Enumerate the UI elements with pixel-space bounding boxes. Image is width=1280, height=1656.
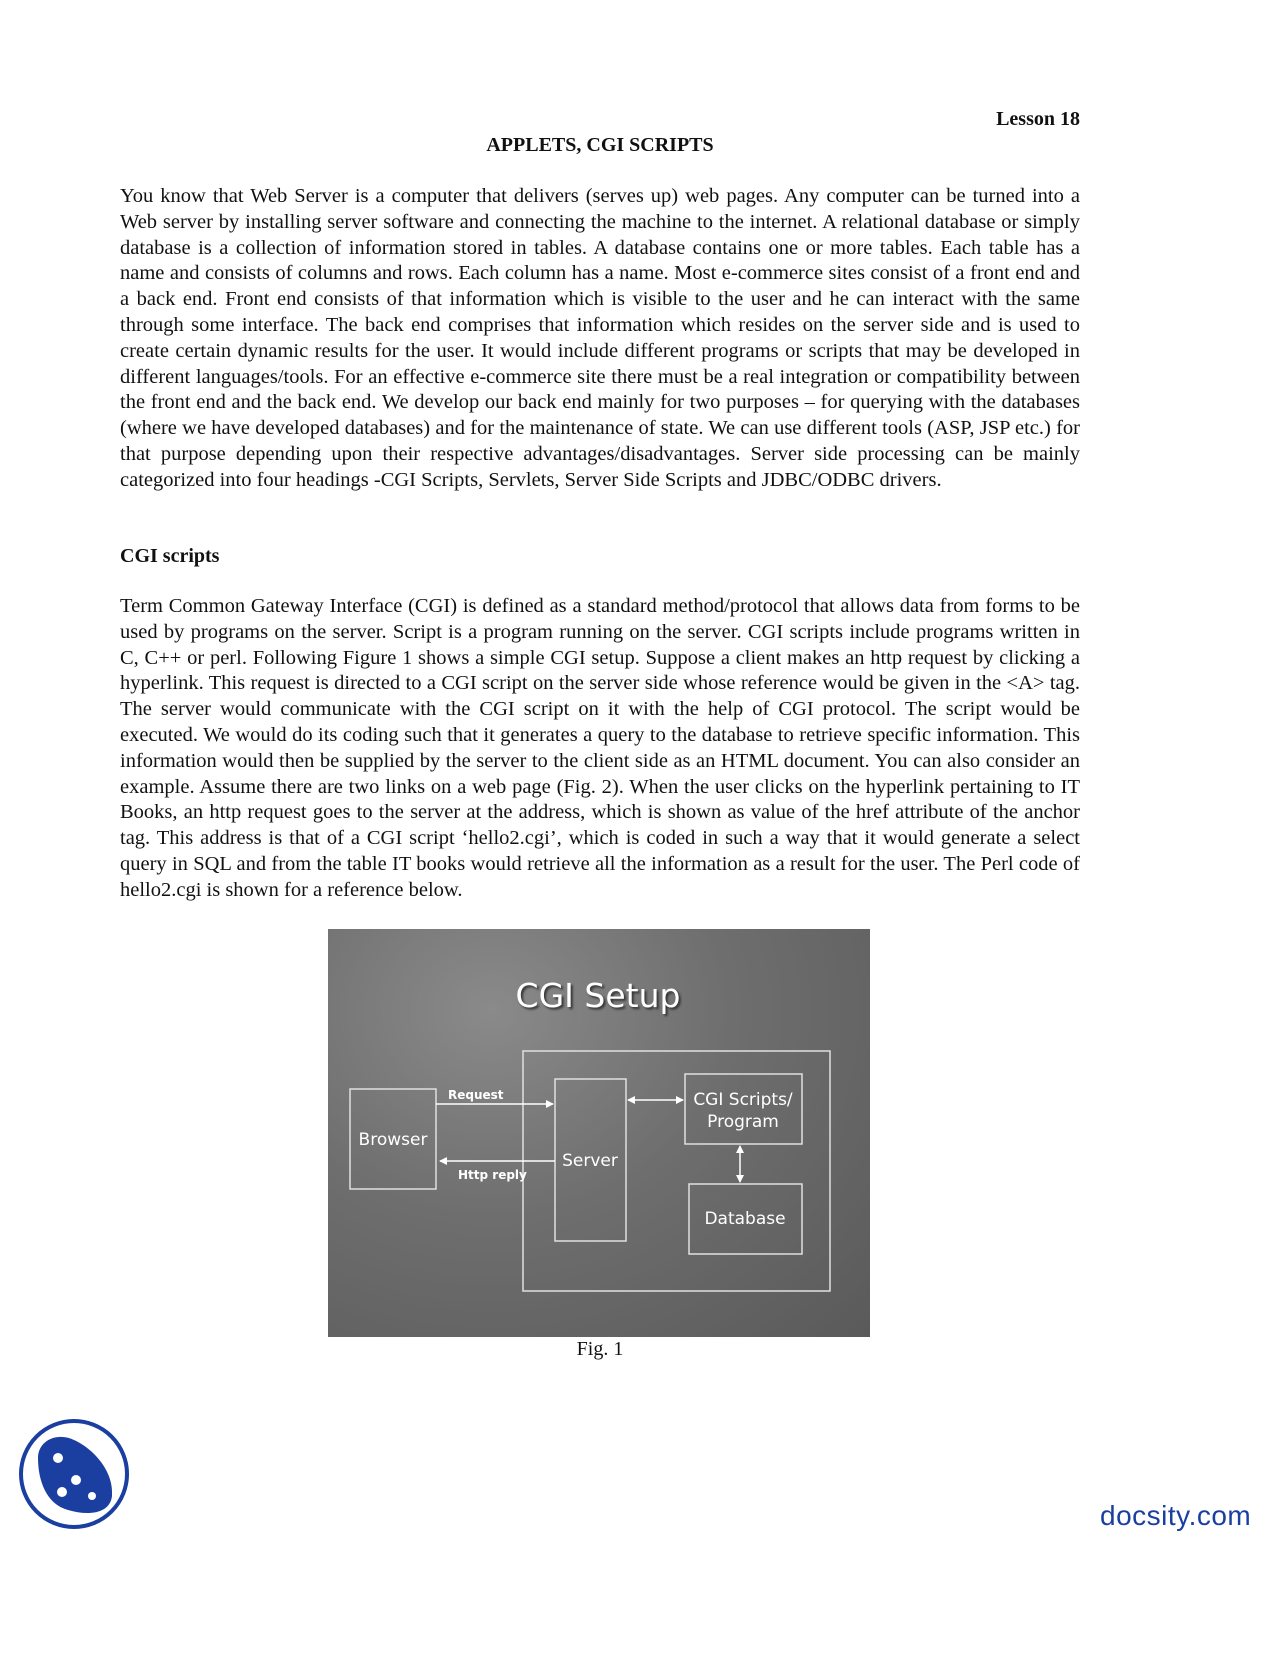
cgi-scripts-label-line2: Program xyxy=(707,1112,779,1132)
section-heading: CGI scripts xyxy=(120,545,220,567)
http-reply-label: Http reply xyxy=(458,1168,527,1182)
figure-caption: Fig. 1 xyxy=(576,1338,624,1360)
server-label: Server xyxy=(562,1151,618,1171)
cgi-setup-figure xyxy=(328,929,870,1337)
lesson-number: Lesson 18 xyxy=(996,108,1080,130)
intro-paragraph: You know that Web Server is a computer that delivers (serves up) web pages. Any computer can be turned into a Web server by installing server software and connecting the machine to the internet. A relational database or simply database is a collection of information stored in tables. A database contains one or more tables. Each table has a name and consists of columns and rows. Each column has a name. Most e-commerce sites consist of a front end and a back end. Front end consists of that information which is visible to the user and he can interact with the same through some interface. The back end comprises that information which resides on the server side and is used to create certain dynamic results for the user. It would include different programs or scripts that may be developed in different languages/tools. For an effective e-commerce site there must be a real integration or compatibility between the front end and the back end. We develop our back end mainly for two purposes – for querying with the databases (where we have developed databases) and for the maintenance of state. We can use different tools (ASP, JSP etc.) for that purpose depending upon their respective advantages/disadvantages. Server side processing can be mainly categorized into four headings -CGI Scripts, Servlets, Server Side Scripts and JDBC/ODBC drivers. xyxy=(120,185,1080,491)
cgi-setup-diagram xyxy=(328,929,870,1337)
database-label: Database xyxy=(704,1209,786,1229)
figure-title: CGI Setup xyxy=(515,976,681,1015)
page-title: APPLETS, CGI SCRIPTS xyxy=(486,134,714,156)
cgi-scripts-label-line1: CGI Scripts/ xyxy=(693,1090,793,1110)
browser-label: Browser xyxy=(358,1130,428,1150)
request-label: Request xyxy=(448,1088,504,1102)
server-container-box xyxy=(523,1051,830,1291)
docsity-logo-icon xyxy=(18,1418,130,1530)
docsity-brand[interactable]: docsity.com xyxy=(1100,1500,1252,1531)
cgi-paragraph: Term Common Gateway Interface (CGI) is defined as a standard method/protocol that allows data from forms to be used by programs on the server. Script is a program running on the server. CGI scripts include programs written in C, C++ or perl. Following Figure 1 shows a simple CGI setup. Suppose a client makes an http request by clicking a hyperlink. This request is directed to a CGI script on the server side whose reference would be given in the <A> tag. The server would communicate with the CGI script on it with the help of CGI protocol. The script would be executed. We would do its coding such that it generates a query to the database to retrieve specific information. This information would then be supplied by the server to the client side as an HTML document. You can also consider an example. Assume there are two links on a web page (Fig. 2). When the user clicks on the hyperlink pertaining to IT Books, an http request goes to the server at the address, which is shown as value of the href attribute of the anchor tag. This address is that of a CGI script ‘hello2.cgi’, which is coded in such a way that it would generate a select query in SQL and from the table IT books would retrieve all the information as a result for the user. The Perl code of hello2.cgi is shown for a reference below. xyxy=(120,595,1080,901)
